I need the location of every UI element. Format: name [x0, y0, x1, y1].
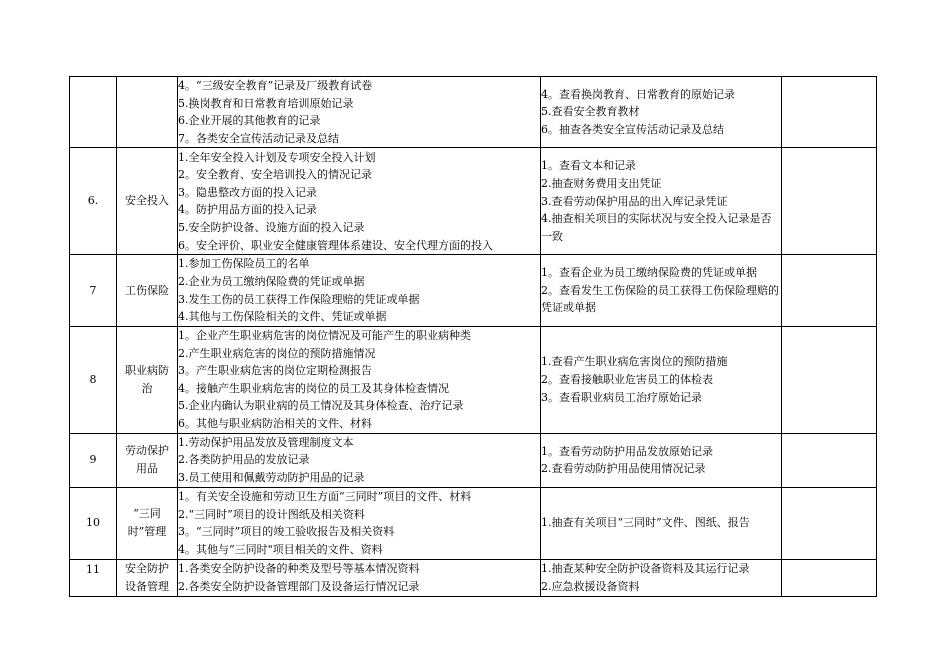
row-remark: [782, 433, 877, 487]
item-line: 2.“三同时”项目的设计图纸及相关资料: [178, 507, 365, 521]
row-number: 6.: [70, 148, 117, 255]
table-row: [70, 77, 877, 148]
item-line: 2.各类防护用品的发放记录: [178, 453, 310, 467]
item-line: 3。产生职业病危害的岗位定期检测报告: [178, 364, 372, 378]
check-line: 4。查看换岗教育、日常教育的原始记录: [541, 87, 735, 101]
item-line: 2。安全教育、安全培训投入的情况记录: [178, 168, 372, 182]
item-line: 5.换岗教育和日常教育培训原始记录: [178, 96, 354, 110]
item-line: 2.各类安全防护设备管理部门及设备运行情况记录: [178, 579, 420, 593]
row-remark: [782, 559, 877, 596]
table-row: [70, 255, 877, 326]
row-category: 职业病防治: [117, 326, 178, 433]
row-items: [178, 559, 541, 596]
check-line: 5.查看安全教育教材: [541, 105, 640, 119]
item-line: 4.其他与工伤保险相关的文件、凭证或单据: [178, 310, 387, 324]
row-number: 9: [70, 433, 117, 487]
item-line: 3。隐患整改方面的投入记录: [178, 185, 317, 199]
row-category: “三同时”管理: [117, 487, 178, 559]
item-line: 6.企业开展的其他教育的记录: [178, 114, 321, 128]
row-remark: [782, 255, 877, 326]
row-category: 安全防护设备管理: [117, 559, 178, 596]
item-line: 6。安全评价、职业安全健康管理体系建设、安全代理方面的投入: [178, 238, 493, 252]
row-items: [178, 148, 541, 255]
row-checks: [541, 559, 782, 596]
row-remark: [782, 148, 877, 255]
item-line: 1。企业产生职业病危害的岗位情况及可能产生的职业病种类: [178, 328, 471, 342]
row-remark: [782, 487, 877, 559]
table-row: [70, 559, 877, 596]
row-items: [178, 433, 541, 487]
check-line: 2。查看发生工伤保险的员工获得工伤保险理赔的凭证或单据: [541, 283, 779, 315]
row-items: [178, 255, 541, 326]
row-checks: [541, 487, 782, 559]
row-checks: [541, 255, 782, 326]
row-items: [178, 487, 541, 559]
item-line: 3。“三同时”项目的竣工验收报告及相关资料: [178, 525, 395, 539]
check-line: 2。查看接触职业危害员工的体检表: [541, 372, 713, 386]
item-line: 1.劳动保护用品发放及管理制度文本: [178, 435, 354, 449]
row-category: [117, 77, 178, 148]
check-line: 1.抽查有关项目“三同时”文件、图纸、报告: [541, 516, 750, 530]
row-number: [70, 77, 117, 148]
row-checks: [541, 77, 782, 148]
check-line: 1。查看企业为员工缴纳保险费的凭证或单据: [541, 266, 757, 280]
table-row: [70, 433, 877, 487]
item-line: 4。其他与“三同时"项目相关的文件、资料: [178, 542, 383, 556]
check-line: 1.抽查某种安全防护设备资料及其运行记录: [541, 562, 750, 576]
item-line: 2.企业为员工缴纳保险费的凭证或单据: [178, 274, 365, 288]
row-checks: [541, 326, 782, 433]
row-number: 10: [70, 487, 117, 559]
table-row: [70, 326, 877, 433]
row-checks: [541, 148, 782, 255]
item-line: 3.员工使用和佩戴劳动防护用品的记录: [178, 471, 365, 485]
row-number: 11: [70, 559, 117, 596]
item-line: 2.产生职业病危害的岗位的预防措施情况: [178, 346, 376, 360]
check-line: 3.查看劳动保护用品的出入库记录凭证: [541, 194, 728, 208]
row-category: 工伤保险: [117, 255, 178, 326]
row-items: [178, 326, 541, 433]
table-row: [70, 487, 877, 559]
row-remark: [782, 77, 877, 148]
item-line: 1.各类安全防护设备的种类及型号等基本情况资料: [178, 562, 420, 576]
check-line: 1。查看劳动防护用品发放原始记录: [541, 444, 713, 458]
item-line: 5.安全防护设备、设施方面的投入记录: [178, 220, 365, 234]
table-row: [70, 148, 877, 255]
inspection-table: [69, 76, 877, 597]
item-line: 1。有关安全设施和劳动卫生方面“三同时”项目的文件、材料: [178, 490, 472, 504]
item-line: 4。接触产生职业病危害的岗位的员工及其身体检查情况: [178, 381, 449, 395]
row-category: 劳动保护用品: [117, 433, 178, 487]
item-line: 4。“三级安全教育”记录及厂级教育试卷: [178, 79, 373, 92]
item-line: 3.发生工伤的员工获得工作保险理赔的凭证或单据: [178, 292, 420, 306]
check-line: 2.查看劳动防护用品使用情况记录: [541, 462, 706, 476]
check-line: 4.抽查相关项目的实际状况与安全投入记录是否一致: [541, 212, 772, 243]
check-line: 1。查看文本和记录: [541, 159, 636, 173]
check-line: 2.抽查财务费用支出凭证: [541, 176, 662, 190]
row-category: 安全投入: [117, 148, 178, 255]
item-line: 1.全年安全投入计划及专项安全投入计划: [178, 150, 376, 164]
item-line: 6。其他与职业病防治相关的文件、材料: [178, 416, 372, 430]
check-line: 1.查看产生职业病危害岗位的预防措施: [541, 355, 728, 369]
check-line: 6。抽查各类安全宣传活动记录及总结: [541, 122, 724, 136]
item-line: 5.企业内确认为职业病的员工情况及其身体检查、治疗记录: [178, 399, 464, 413]
check-line: 3。查看职业病员工治疗原始记录: [541, 390, 702, 404]
row-number: 8: [70, 326, 117, 433]
row-number: 7: [70, 255, 117, 326]
row-remark: [782, 326, 877, 433]
item-line: 4。防护用品方面的投入记录: [178, 203, 317, 217]
check-line: 2.应急救援设备资料: [541, 579, 640, 593]
row-checks: [541, 433, 782, 487]
item-line: 1.参加工伤保险员工的名单: [178, 257, 310, 271]
item-line: 7。各类安全宣传活动记录及总结: [178, 131, 339, 145]
row-items: [178, 77, 541, 148]
